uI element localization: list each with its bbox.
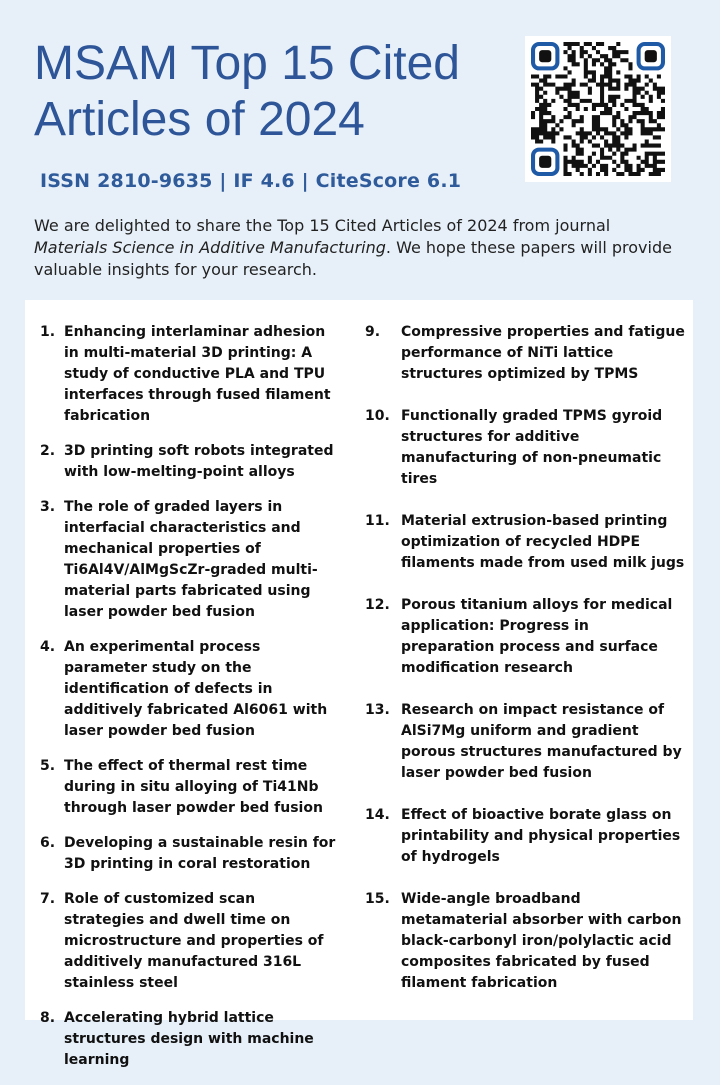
article-item[interactable]	[40, 833, 340, 875]
article-number: 11.	[365, 513, 390, 529]
article-item[interactable]	[365, 322, 685, 385]
article-item[interactable]	[40, 889, 340, 994]
article-title: Enhancing interlaminar adhesion in multi-material 3D printing: A study of conductive PLA and TPU interfaces through fused filament fabrication	[64, 324, 331, 424]
article-item[interactable]	[365, 889, 685, 994]
article-item[interactable]	[365, 595, 685, 679]
article-item[interactable]	[40, 637, 340, 742]
article-title: Research on impact resistance of AlSi7Mg uniform and gradient porous structures manufactured by laser powder bed fusion	[401, 702, 682, 781]
article-title: Functionally graded TPMS gyroid structures for additive manufacturing of non-pneumatic tires	[401, 408, 663, 487]
article-number: 14.	[365, 807, 390, 823]
article-title: The effect of thermal rest time during in situ alloying of Ti41Nb through laser powder bed fusion	[64, 758, 323, 816]
intro-before: We are delighted to share the Top 15 Cited Articles of 2024 from journal	[34, 216, 611, 235]
article-column-right	[365, 322, 685, 1015]
article-item[interactable]	[365, 511, 685, 574]
article-title: An experimental process parameter study on the identification of defects in additively fabricated Al6061 with laser powder bed fusion	[64, 639, 328, 739]
article-list-panel	[25, 300, 693, 1068]
article-title: Material extrusion-based printing optimization of recycled HDPE filaments made from used milk jugs	[401, 513, 685, 571]
qr-finder-inner	[539, 156, 551, 168]
article-number: 7.	[40, 891, 56, 907]
journal-name: Materials Science in Additive Manufacturing	[34, 238, 386, 257]
article-number: 4.	[40, 639, 56, 655]
qr-code-icon[interactable]	[525, 36, 671, 182]
article-title: The role of graded layers in interfacial characteristics and mechanical properties of Ti6Al4V/AlMgScZr-graded multi-material parts fabricated using laser powder bed fusion	[64, 499, 318, 620]
article-title: Porous titanium alloys for medical application: Progress in preparation process and surface modification research	[401, 597, 673, 676]
issn-line: ISSN 2810-9635 | IF 4.6 | CiteScore 6.1	[40, 170, 462, 192]
article-number: 6.	[40, 835, 56, 851]
article-number: 9.	[365, 324, 381, 340]
qr-finder-inner	[645, 50, 657, 62]
article-title: Developing a sustainable resin for 3D printing in coral restoration	[64, 835, 336, 872]
qr-finder-inner	[539, 50, 551, 62]
article-item[interactable]	[365, 406, 685, 490]
article-number: 8.	[40, 1010, 56, 1026]
article-item[interactable]	[365, 700, 685, 784]
article-number: 12.	[365, 597, 390, 613]
article-item[interactable]	[40, 756, 340, 819]
article-number: 10.	[365, 408, 390, 424]
article-item[interactable]	[40, 497, 340, 623]
article-title: Accelerating hybrid lattice structures design with machine learning	[64, 1010, 314, 1068]
article-title: Compressive properties and fatigue performance of NiTi lattice structures optimized by TPMS	[401, 324, 685, 382]
article-title: Wide-angle broadband metamaterial absorber with carbon black-carbonyl iron/polylactic acid composites fabricated by fused filament fabrication	[401, 891, 682, 991]
intro-paragraph	[34, 215, 684, 281]
article-title: Role of customized scan strategies and dwell time on microstructure and properties of additively manufactured 316L stainless steel	[64, 891, 324, 991]
article-number: 2.	[40, 443, 56, 459]
qr-code-graphic	[525, 36, 671, 182]
article-number: 3.	[40, 499, 56, 515]
page-title: MSAM Top 15 Cited Articles of 2024	[34, 37, 460, 146]
article-number: 13.	[365, 702, 390, 718]
article-item[interactable]	[365, 805, 685, 868]
article-number: 15.	[365, 891, 390, 907]
article-number: 5.	[40, 758, 56, 774]
intro-after: . We hope these papers will provide valuable insights for your research.	[34, 238, 672, 279]
article-title: 3D printing soft robots integrated with low-melting-point alloys	[64, 443, 334, 480]
article-item[interactable]	[40, 441, 340, 483]
article-item[interactable]	[40, 322, 340, 427]
article-column-left	[40, 322, 340, 1085]
qr-modules	[531, 42, 665, 176]
article-title: Effect of bioactive borate glass on printability and physical properties of hydrogels	[401, 807, 681, 865]
article-number: 1.	[40, 324, 56, 340]
